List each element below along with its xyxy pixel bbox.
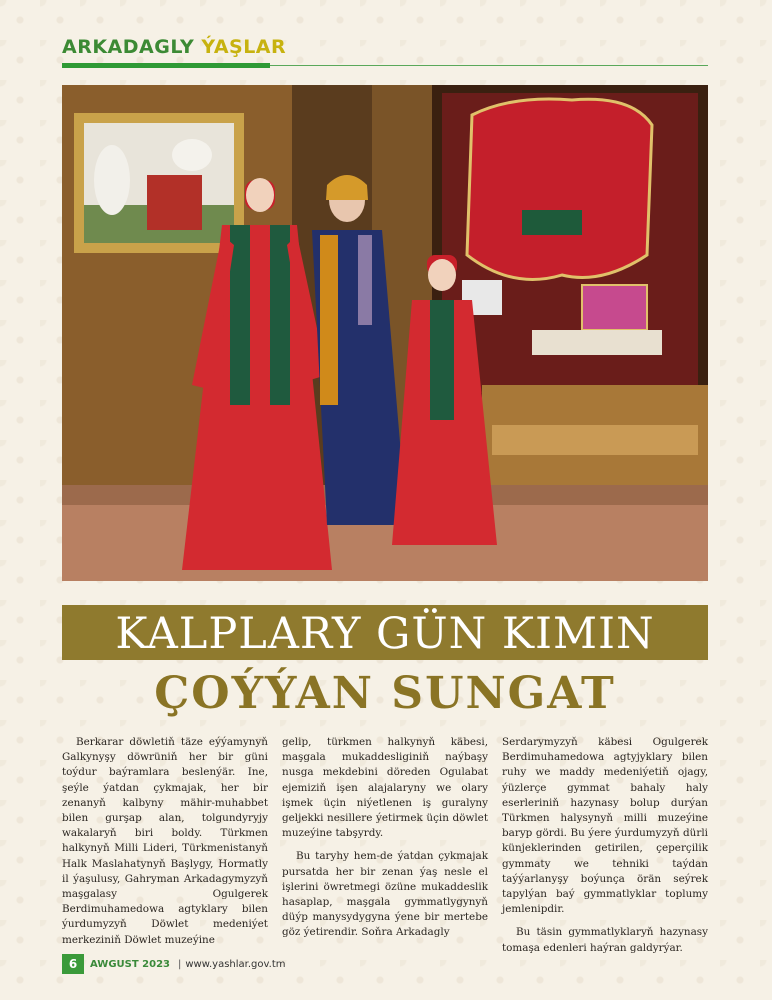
paragraph: Berkarar döwletiň täze eýýamynyň Galkynyşy döwrüniň her bir güni toýdur baýramlara beslenýär. Ine, şeýle ýatdan çykmajak, her bir zenanyň kalbyny mähir-muhabbet bilen gurşap alan, tolgundyryjy wakalaryň biri boldy. Türkmen halkynyň Milli Lideri, Türkmenistanyň Halk Maslahatynyň Başlygy, Hormatly il ýaşulusy, Gahryman Arkadagymyzyň maşgalasy Ogulgerek Berdimuhamedowa agtyklary bilen ýurdumyzyň Döwlet medeniýet merkeziniň Döwlet muzeýine	[62, 736, 268, 946]
article-photo	[62, 85, 708, 581]
header-rule-thin	[270, 65, 708, 66]
museum-photo-illustration	[62, 85, 708, 581]
magazine-header	[62, 36, 708, 70]
header-rule-thick	[62, 63, 270, 68]
article-title-line2: ÇOÝÝAN SUNGAT	[154, 668, 616, 719]
brand-part1: ARKADAGLY	[62, 36, 195, 58]
brand-logo	[62, 36, 286, 58]
article-column-1	[62, 735, 268, 946]
issue-month: AWGUST 2023	[90, 958, 170, 970]
page-number: 6	[62, 954, 84, 974]
brand-part2: ÝAŞLAR	[201, 36, 287, 58]
article-title-line1: KALPLARY GÜN KIMIN	[115, 609, 655, 659]
page-footer	[62, 954, 286, 974]
article-column-3	[502, 735, 708, 954]
paragraph: gelip, türkmen halkynyň käbesi, maşgala mukaddesliginiň naýbaşy nusga mekdebini döreden Ogulabat ejemiziň işen alajalaryny we olary işmek üçin niýetlenen iş guralyny geljekki nesillere ýetirmek üçin döwlet muzeýine tabşyrdy.	[282, 736, 488, 840]
paragraph: Bu täsin gymmatlyklaryň hazynasy tomaşa edenleri haýran galdyrýar.	[502, 926, 708, 954]
article-column-2	[282, 735, 488, 939]
footer-separator: |	[178, 958, 182, 970]
paragraph: Serdarymyzyň käbesi Ogulgerek Berdimuhamedowa agtyjyklary bilen ruhy we maddy medeniýetiň ojagy, ýüzlerçe gymmat bahaly haly eserleriniň hazynasy bolup durýan Türkmen halysynyň milli muzeýine baryp gördi. Bu ýere ýurdumyzyň dürli künjeklerinden getirilen, çeperçilik gymmaty we tehniki taýdan taýýarlanyşy boýunça örän seýrek tapylýan baý gymmatlyklar toplumy jemlenipdir.	[502, 736, 708, 916]
article-body	[62, 735, 708, 954]
paragraph: Bu taryhy hem-de ýatdan çykmajak pursatda her bir zenan ýaş nesle el işlerini öwretmegi özüne mukaddeslik hasaplap, maşgala gymmatlygynyň düýp manysydygyna ýene bir mertebe göz ýetirendir. Soňra Arkadagly	[282, 850, 488, 939]
website-link[interactable]: www.yashlar.gov.tm	[185, 958, 286, 970]
